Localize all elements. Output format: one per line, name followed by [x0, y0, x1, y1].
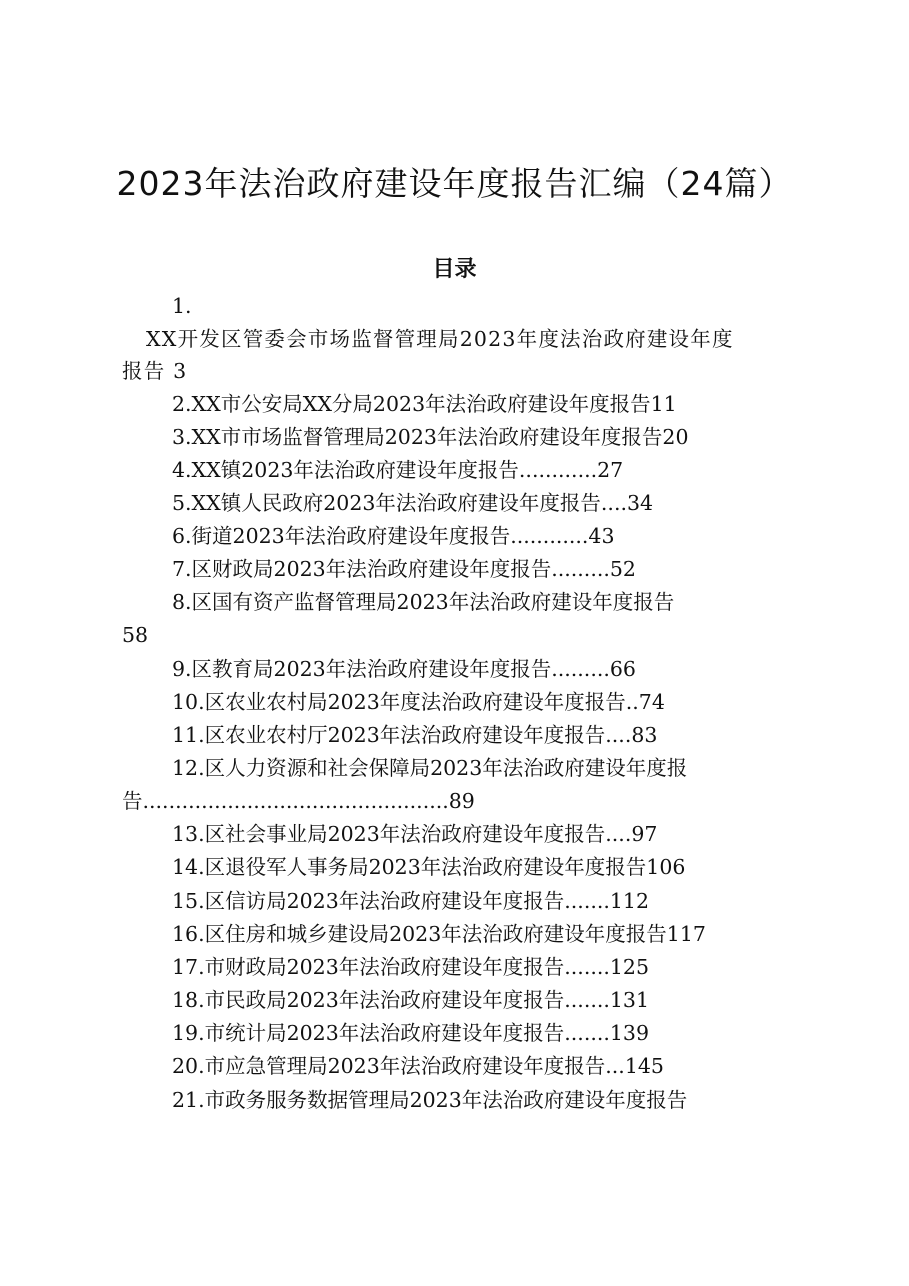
toc-entry-1-line-1[interactable]: 1. [172, 294, 192, 318]
toc-entry-15[interactable]: 15.区信访局2023年法治政府建设年度报告.......112 [172, 889, 650, 913]
toc-entry-16[interactable]: 16.区住房和城乡建设局2023年法治政府建设年度报告117 [172, 922, 706, 946]
toc-heading: 目录 [432, 256, 477, 282]
document-title: 2023年法治政府建设年度报告汇编（24篇） [116, 164, 793, 203]
toc-entry-3[interactable]: 3.XX市市场监督管理局2023年法治政府建设年度报告20 [172, 425, 689, 449]
toc-entry-4[interactable]: 4.XX镇2023年法治政府建设年度报告............27 [172, 458, 624, 482]
toc-entry-14[interactable]: 14.区退役军人事务局2023年法治政府建设年度报告106 [172, 855, 686, 879]
toc-entry-6[interactable]: 6.街道2023年法治政府建设年度报告............43 [172, 524, 615, 548]
toc-entry-1-line-2[interactable]: XX开发区管委会市场监督管理局2023年度法治政府建设年度 [146, 327, 734, 351]
toc-entry-10[interactable]: 10.区农业农村局2023年度法治政府建设年度报告..74 [172, 690, 665, 714]
toc-entry-12-line-1[interactable]: 12.区人力资源和社会保障局2023年法治政府建设年度报 [172, 756, 688, 780]
toc-entry-17[interactable]: 17.市财政局2023年法治政府建设年度报告.......125 [172, 955, 650, 979]
toc-entry-8-line-2[interactable]: 58 [122, 623, 149, 647]
toc-entry-13[interactable]: 13.区社会事业局2023年法治政府建设年度报告....97 [172, 822, 658, 846]
toc-entry-5[interactable]: 5.XX镇人民政府2023年法治政府建设年度报告....34 [172, 491, 654, 515]
toc-entry-7[interactable]: 7.区财政局2023年法治政府建设年度报告.........52 [172, 557, 636, 581]
toc-entry-8-line-1[interactable]: 8.区国有资产监督管理局2023年法治政府建设年度报告 [172, 590, 675, 614]
toc-entry-1-line-3[interactable]: 报告 3 [122, 359, 188, 383]
toc-entry-20[interactable]: 20.市应急管理局2023年法治政府建设年度报告...145 [172, 1054, 664, 1078]
toc-entry-9[interactable]: 9.区教育局2023年法治政府建设年度报告.........66 [172, 657, 636, 681]
toc-entry-2[interactable]: 2.XX市公安局XX分局2023年法治政府建设年度报告11 [172, 392, 677, 416]
toc-entry-21[interactable]: 21.市政务服务数据管理局2023年法治政府建设年度报告 [172, 1088, 688, 1112]
toc-entry-12-line-2[interactable]: 告...............................................89 [122, 789, 475, 813]
toc-entry-11[interactable]: 11.区农业农村厅2023年法治政府建设年度报告....83 [172, 723, 658, 747]
toc-entry-19[interactable]: 19.市统计局2023年法治政府建设年度报告.......139 [172, 1021, 650, 1045]
toc-entry-18[interactable]: 18.市民政局2023年法治政府建设年度报告.......131 [172, 988, 650, 1012]
